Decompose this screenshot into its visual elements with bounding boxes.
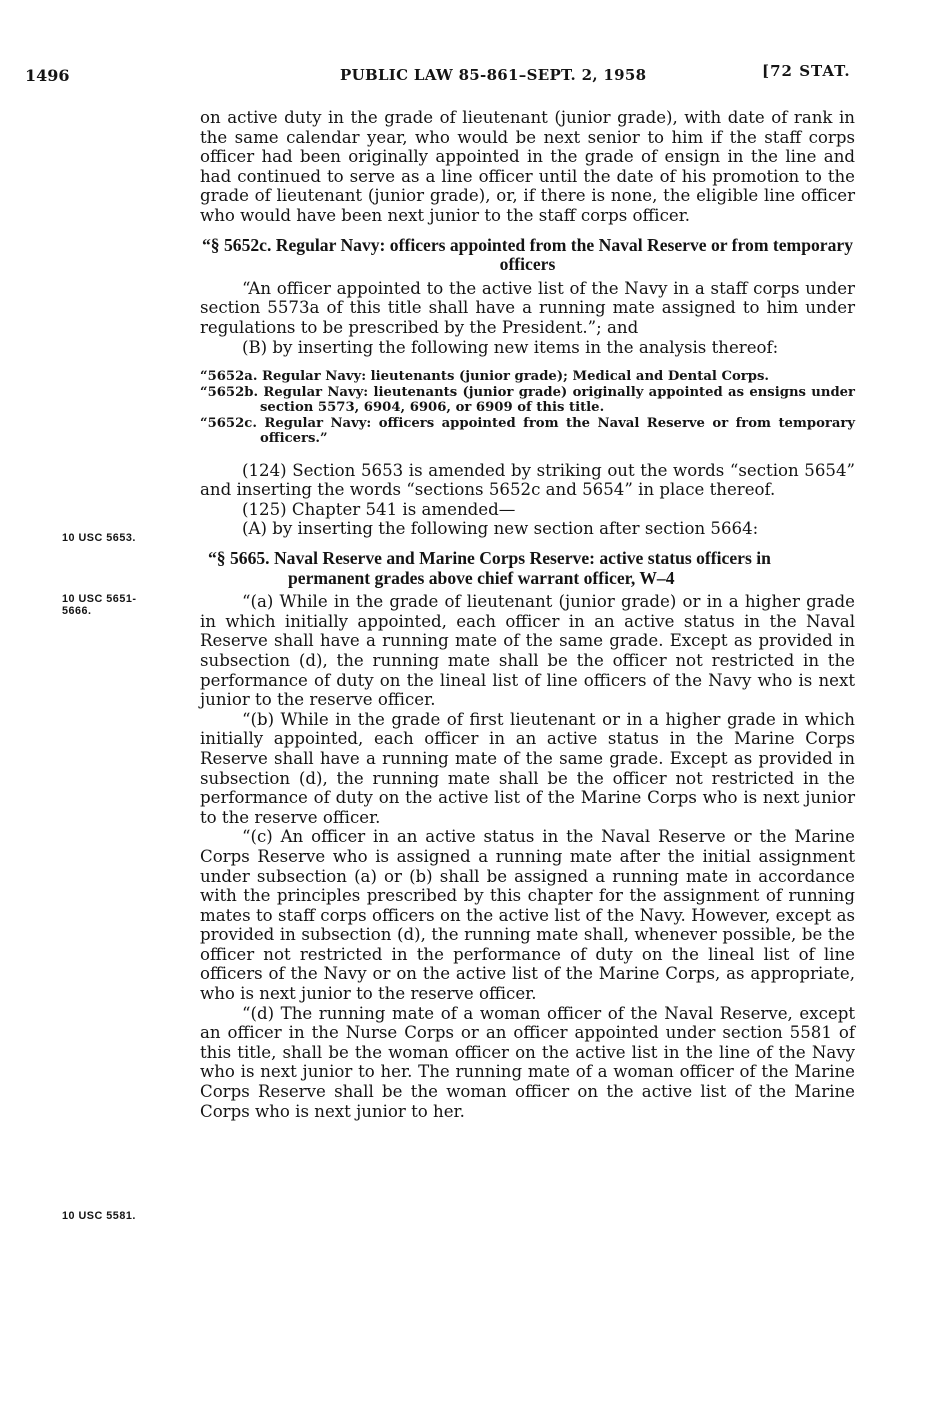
paragraph-intro: on active duty in the grade of lieutenant (junior grade), with date of rank in the same calendar year, who would be next senior to him if the staff corps officer had been originally appointed in the grade of ensign in the line and had continued to serve as a line officer until the date of his promotion to the grade of lieutenant (junior grade), or, if there is none, the eligible line officer who would have been next junior to the staff corps officer.	[200, 108, 855, 225]
analysis-item: “5652a. Regular Navy: lieutenants (junior grade); Medical and Dental Corps.	[200, 369, 769, 385]
margin-note-5653: 10 USC 5653.	[62, 532, 136, 544]
document-body	[200, 108, 855, 1121]
paragraph-125: (125) Chapter 541 is amended—	[242, 499, 516, 519]
page-number: 1496	[25, 66, 70, 85]
analysis-list	[200, 369, 855, 447]
subsection-b: “(b) While in the grade of first lieutenant or in a higher grade in which initially appointed, each officer in an active status in the Marine Corps Reserve shall have a running mate of the same grade. Except as provided in subsection (d), the running mate shall be the officer not restricted in the performance of duty on the active list of the Marine Corps who is next junior to the reserve officer.	[200, 709, 855, 827]
section-heading-5665: “§ 5665. Naval Reserve and Marine Corps Reserve: active status officers in permanent grades above chief warrant officer, W–4	[208, 548, 771, 588]
paragraph-5652c: “An officer appointed to the active list of the Navy in a staff corps under section 5573a of this title shall have a running mate assigned to him under regulations to be prescribed by the President.”; and	[200, 278, 855, 337]
analysis-item: “5652c. Regular Navy: officers appointed from the Naval Reserve or from temporary officers.”	[200, 415, 855, 447]
paragraph-a: (A) by inserting the following new section after section 5664:	[242, 519, 759, 539]
margin-note-5651: 10 USC 5651-5666.	[62, 593, 137, 617]
paragraph-124: (124) Section 5653 is amended by striking out the words “section 5654” and inserting the words “sections 5652c and 5654” in place thereof.	[200, 460, 855, 500]
subsection-d: “(d) The running mate of a woman officer of the Naval Reserve, except an officer in the Nurse Corps or an officer appointed under section 5581 of this title, shall be the woman officer on the active list in the line of the Navy who is next junior to her. The running mate of a woman officer of the Marine Corps Reserve shall be the woman officer on the active list of the Marine Corps who is next junior to her.	[200, 1003, 855, 1121]
statute-reference: [72 STAT.	[762, 62, 851, 80]
running-header-title: PUBLIC LAW 85-861–SEPT. 2, 1958	[340, 66, 647, 84]
subsection-a: “(a) While in the grade of lieutenant (junior grade) or in a higher grade in which initially appointed, each officer in an active status in the Naval Reserve shall have a running mate of the same grade. Except as provided in subsection (d), the running mate shall be the officer not restricted in the performance of duty on the lineal list of line officers of the Navy who is next junior to the reserve officer.	[200, 592, 855, 710]
paragraph-b: (B) by inserting the following new items in the analysis thereof:	[242, 337, 779, 357]
section-heading-5652c: “§ 5652c. Regular Navy: officers appointed from the Naval Reserve or from temporary officers	[202, 234, 853, 275]
analysis-item: “5652b. Regular Navy: lieutenants (junior grade) originally appointed as ensigns under section 5573, 6904, 6906, or 6909 of this title.	[200, 384, 855, 416]
subsection-c: “(c) An officer in an active status in the Naval Reserve or the Marine Corps Reserve who is assigned a running mate after the initial assignment under subsection (a) or (b) shall be assigned a running mate in accordance with the principles prescribed by this chapter for the assignment of running mates to staff corps officers on the active list of the Navy. However, except as provided in subsection (d), the running mate shall, whenever possible, be the officer not restricted in the performance of duty on the lineal list of line officers of the Navy or on the active list of the Marine Corps, as appropriate, who is next junior to the reserve officer.	[200, 827, 855, 1004]
margin-note-5581: 10 USC 5581.	[62, 1210, 136, 1222]
